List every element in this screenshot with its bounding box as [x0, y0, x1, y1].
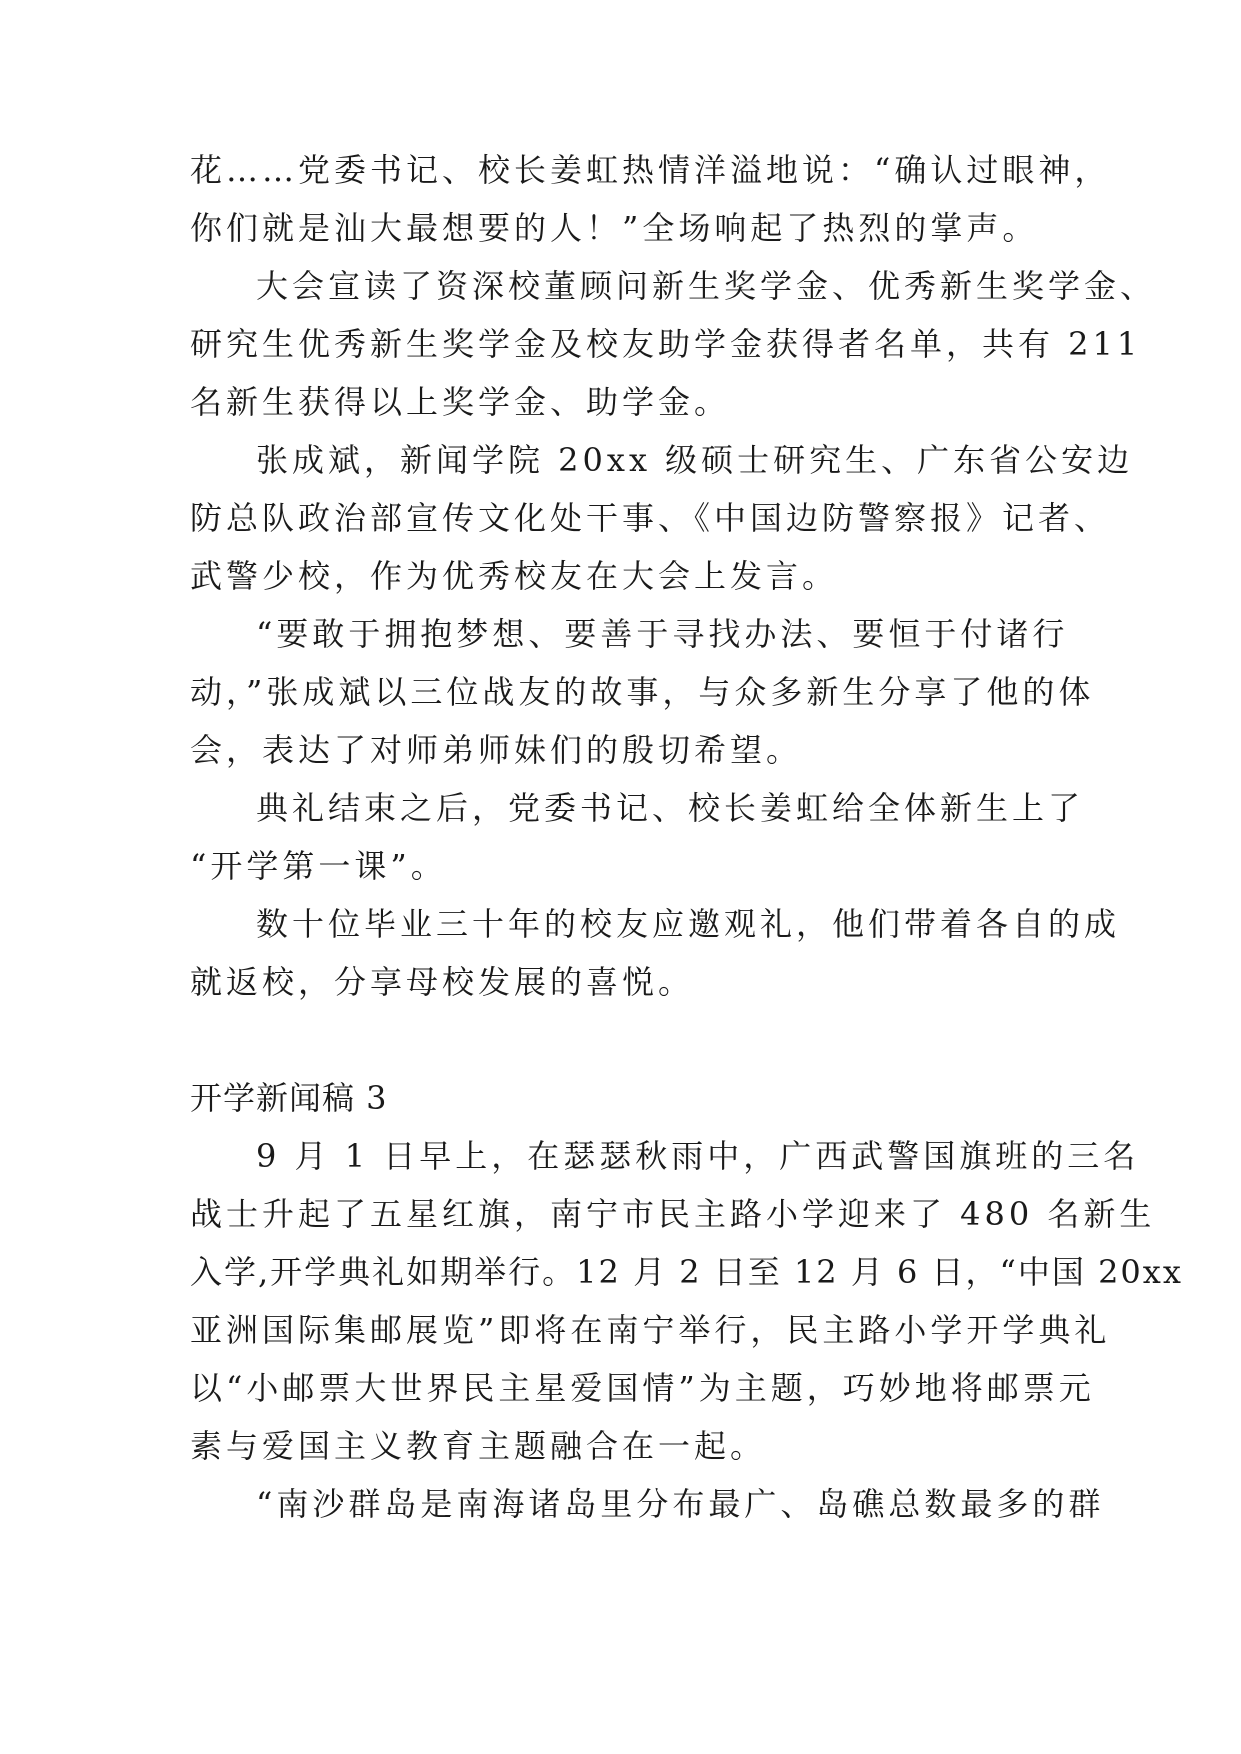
paragraph-line: 你们就是汕大最想要的人！”全场响起了热烈的掌声。 [190, 209, 1039, 247]
paragraph-line: 入学,开学典礼如期举行。12 月 2 日至 12 月 6 日，“中国 20xx [190, 1253, 1183, 1291]
section-heading: 开学新闻稿 3 [190, 1079, 388, 1117]
paragraph-line: 张成斌，新闻学院 20xx 级硕士研究生、广东省公安边 [256, 441, 1134, 479]
paragraph-line: “开学第一课”。 [190, 847, 447, 885]
paragraph-line: 花……党委书记、校长姜虹热情洋溢地说：“确认过眼神， [190, 151, 1111, 189]
paragraph-line: “南沙群岛是南海诸岛里分布最广、岛礁总数最多的群 [256, 1485, 1105, 1523]
paragraph-line: 数十位毕业三十年的校友应邀观礼，他们带着各自的成 [256, 905, 1121, 943]
paragraph-line: 防总队政治部宣传文化处干事、《中国边防警察报》记者、 [190, 499, 1111, 537]
paragraph-line: 战士升起了五星红旗，南宁市民主路小学迎来了 480 名新生 [190, 1195, 1156, 1233]
paragraph-line: 研究生优秀新生奖学金及校友助学金获得者名单，共有 211 [190, 325, 1142, 363]
paragraph-line: 会，表达了对师弟师妹们的殷切希望。 [190, 731, 803, 769]
paragraph-line: 以“小邮票大世界民主星爱国情”为主题，巧妙地将邮票元 [190, 1369, 1095, 1407]
paragraph-line: 名新生获得以上奖学金、助学金。 [190, 383, 731, 421]
paragraph-line: 大会宣读了资深校董顾问新生奖学金、优秀新生奖学金、 [256, 267, 1157, 305]
paragraph-line: 亚洲国际集邮展览”即将在南宁举行，民主路小学开学典礼 [190, 1311, 1111, 1349]
paragraph-line: “要敢于拥抱梦想、要善于寻找办法、要恒于付诸行 [256, 615, 1069, 653]
paragraph-line: 就返校，分享母校发展的喜悦。 [190, 963, 695, 1001]
paragraph-line: 动，”张成斌以三位战友的故事，与众多新生分享了他的体 [190, 673, 1095, 711]
paragraph-line: 典礼结束之后，党委书记、校长姜虹给全体新生上了 [256, 789, 1085, 827]
paragraph-line: 9 月 1 日早上，在瑟瑟秋雨中，广西武警国旗班的三名 [256, 1137, 1140, 1175]
paragraph-line: 素与爱国主义教育主题融合在一起。 [190, 1427, 767, 1465]
paragraph-line: 武警少校，作为优秀校友在大会上发言。 [190, 557, 839, 595]
